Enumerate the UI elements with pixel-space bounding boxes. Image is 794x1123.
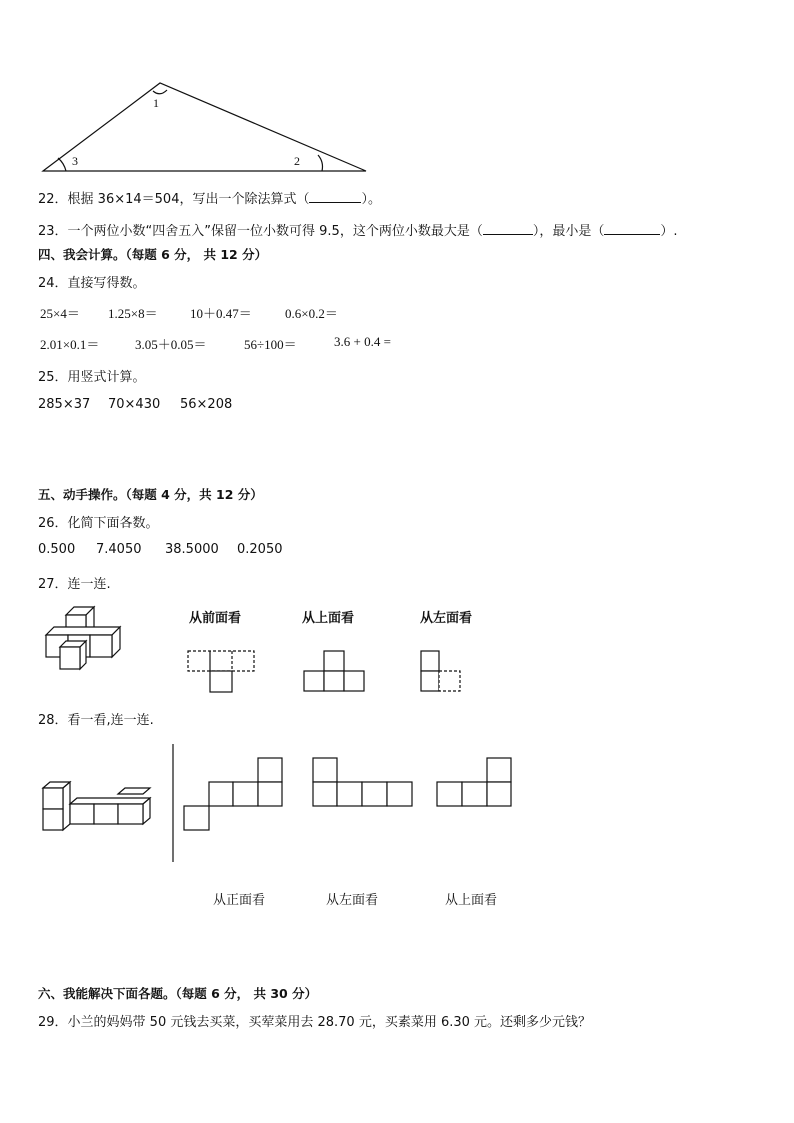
simplify-item: 7.4050	[96, 542, 142, 557]
section-4-title: 四、我会计算。（每题 6 分， 共 12 分）	[38, 247, 268, 262]
calc-item: 3.6 + 0.4 =	[334, 334, 391, 349]
q28-solid-figure	[40, 780, 155, 835]
vertical-calc-item: 70×430	[108, 397, 161, 412]
simplify-item: 0.500	[38, 542, 76, 557]
simplify-item: 38.5000	[165, 542, 219, 557]
q27-top-view[interactable]	[304, 650, 369, 695]
question-22	[38, 188, 381, 207]
angle-label-3: 3	[72, 154, 78, 168]
q27-front-view[interactable]	[188, 650, 258, 695]
calc-item: 0.6×0.2＝	[285, 306, 338, 321]
q27-solid-figure	[40, 605, 120, 675]
section-5-title: 五、动手操作。（每题 4 分，共 12 分）	[38, 487, 263, 502]
calc-item: 25×4＝	[40, 306, 80, 321]
calc-item: 10＋0.47＝	[190, 306, 252, 321]
calc-item: 2.01×0.1＝	[40, 337, 100, 352]
view-label-top: 从上面看	[445, 893, 498, 908]
divider-line	[172, 744, 176, 864]
vertical-calc-item: 285×37	[38, 397, 91, 412]
angle-label-2: 2	[294, 154, 300, 168]
section-6-title: 六、我能解决下面各题。（每题 6 分， 共 30 分）	[38, 986, 318, 1001]
question-23-suffix: ）.	[660, 224, 678, 239]
angle-label-1: 1	[153, 96, 159, 110]
q28-view-a[interactable]	[184, 758, 284, 833]
calc-item: 1.25×8＝	[108, 306, 158, 321]
q28-view-c[interactable]	[437, 758, 515, 808]
view-label-front: 从正面看	[213, 893, 266, 908]
question-28-stem: 28．看一看,连一连.	[38, 713, 154, 728]
calc-item: 3.05＋0.05＝	[135, 337, 207, 352]
question-25-stem: 25．用竖式计算。	[38, 370, 146, 385]
question-22-prefix: 22．根据 36×14＝504，写出一个除法算式（	[38, 192, 310, 207]
q27-left-view[interactable]	[421, 650, 466, 695]
triangle-figure	[0, 0, 400, 180]
answer-blank[interactable]	[309, 191, 361, 203]
question-27-stem: 27．连一连.	[38, 577, 111, 592]
question-23	[38, 220, 677, 239]
simplify-item: 0.2050	[237, 542, 283, 557]
question-22-suffix: ）。	[361, 192, 381, 207]
question-24-stem: 24．直接写得数。	[38, 276, 146, 291]
question-29: 29．小兰的妈妈带 50 元钱去买菜，买荤菜用去 28.70 元，买素菜用 6.30 元。还剩多少元钱？	[38, 1015, 592, 1030]
view-label-top: 从上面看	[302, 611, 355, 626]
question-23-prefix: 23．一个两位小数“四舍五入”保留一位小数可得 9.5，这个两位小数最大是（	[38, 224, 483, 239]
view-label-left: 从左面看	[420, 611, 473, 626]
answer-blank-max[interactable]	[483, 223, 533, 235]
vertical-calc-item: 56×208	[180, 397, 233, 412]
view-label-front: 从前面看	[189, 611, 242, 626]
calc-item: 56÷100＝	[244, 337, 297, 352]
question-26-stem: 26．化简下面各数。	[38, 516, 159, 531]
q28-view-b[interactable]	[313, 758, 415, 808]
view-label-left: 从左面看	[326, 893, 379, 908]
answer-blank-min[interactable]	[604, 223, 660, 235]
question-23-mid: ），最小是（	[532, 224, 605, 239]
